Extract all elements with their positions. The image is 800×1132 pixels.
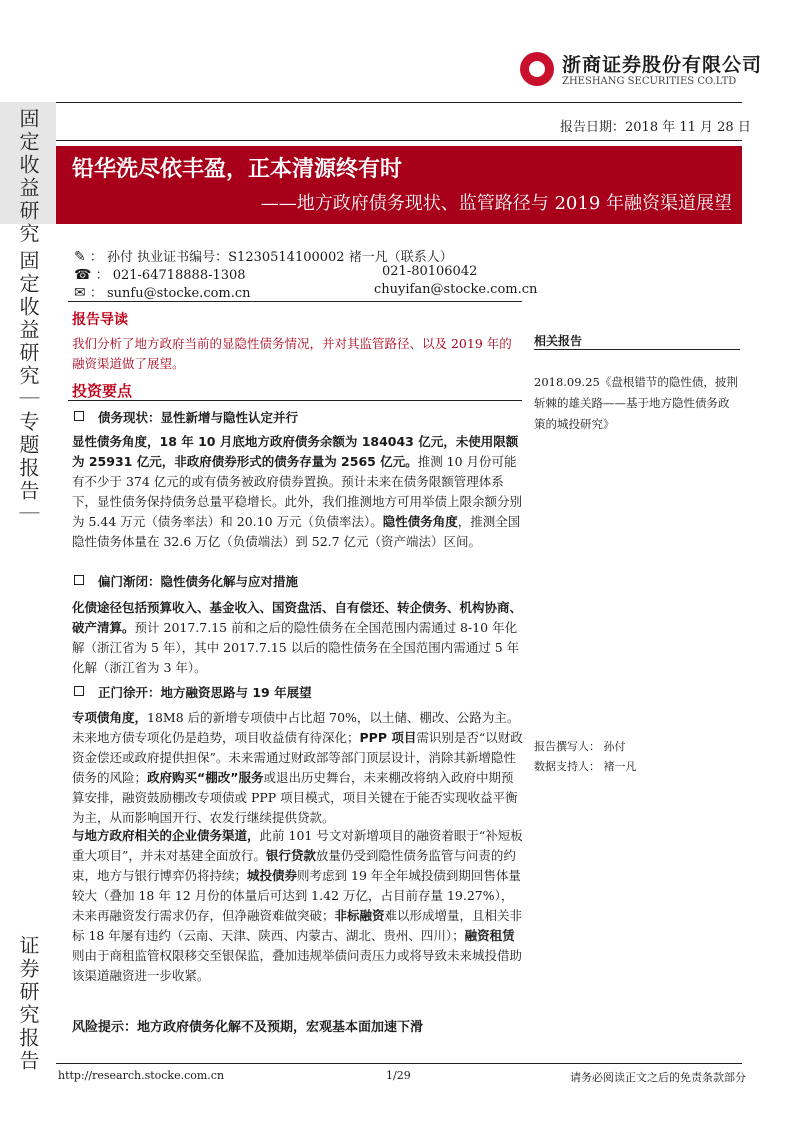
related-report-link[interactable]: 2018.09.25《盘根错节的隐性债，披荆斩棘的雄关路——基于地方隐性债务政策的城投研究》: [534, 375, 738, 431]
intro-heading: 报告导读: [72, 312, 128, 328]
related-heading: 相关报告: [534, 334, 583, 348]
bullet-1: 债务现状：显性新增与隐性认定并行: [74, 408, 298, 426]
author-email-1[interactable]: ： sunfu@stocke.com.cn: [89, 286, 251, 301]
risk-warning: 风险提示：地方政府债务化解不及预期，宏观基本面加速下滑: [72, 1020, 424, 1035]
intro-text: 我们分析了地方政府当前的显隐性债务情况，并对其监管路径、以及 2019 年的融资渠道做了展望。: [72, 336, 512, 371]
header-rule: [56, 102, 742, 103]
footer-rule: [56, 1063, 742, 1064]
company-logo-icon: [520, 52, 554, 86]
company-name-en: ZHESHANG SECURITIES CO.LTD: [562, 76, 737, 87]
bullet-box-icon: [74, 411, 84, 421]
report-date: 报告日期：2018 年 11 月 28 日: [560, 120, 751, 135]
page-number: 1/29: [386, 1069, 411, 1082]
related-rule: [534, 349, 740, 350]
author-line: ： 孙付 执业证书编号：S1230514100002 褚一凡（联系人）: [89, 250, 453, 265]
points-rule: [68, 400, 522, 401]
side-label-top: 固定收益研究: [16, 108, 40, 246]
paragraph-debt-resolution: 化债途径包括预算收入、基金收入、国资盘活、自有偿还、转企债务、机构协商、破产清算。预计 2017.7.15 前和之后的隐性债务在全国范围内需通过 8-10 年化解（浙江省为 5 年），其中 2017.7.15 以后的隐性债务在全国范围内需通过 5 年化解（浙江省为 3 年）。: [72, 600, 523, 675]
report-title: 铅华洗尽依丰盈，正本清源终有时: [72, 157, 403, 182]
author-email-2[interactable]: chuyifan@stocke.com.cn: [374, 282, 538, 297]
author-phone-1: ： 021-64718888-1308: [95, 268, 246, 283]
report-subtitle: ——地方政府债务现状、监管路径与 2019 年融资渠道展望: [260, 193, 732, 214]
side-label-bottom: 证券研究报告: [16, 935, 40, 1073]
email-icon: ✉: [74, 285, 86, 301]
date-rule: [56, 140, 742, 141]
author-phone-2: 021-80106042: [382, 264, 478, 279]
bullet-box-icon: [74, 686, 84, 696]
bullet-3: 正门徐开：地方融资思路与 19 年展望: [74, 683, 312, 701]
report-writer: 报告撰写人： 孙付: [534, 740, 626, 753]
points-heading: 投资要点: [72, 382, 133, 400]
paragraph-special-bonds: 专项债角度，18M8 后的新增专项债中占比超 70%，以土储、棚改、公路为主。未来地方债专项化仍是趋势，项目收益债有待深化；PPP 项目需识别是否“以财政资金偿还或政府提供担保”。未来需通过财政部等部门顶层设计，消除其新增隐性债务的风险；政府购买“棚改”服务或退出历史舞台，未来棚改将纳入政府中期预算安排，融资鼓励棚改专项债或 PPP 项目模式，项目关键在于能否实现收益平衡为主，从而影响国开行、农发行继续提供贷款。: [72, 710, 523, 825]
paragraph-enterprise-channels: 与地方政府相关的企业债务渠道，此前 101 号文对新增项目的融资着眼于“补短板重大项目”，并未对基建全面放行。银行贷款放量仍受到隐性债务监管与问责的约束，地方与银行博弈仍将持续；城投债券则考虑到 19 年全年城投债到期回售体量较大（叠加 18 年 12 月份的体量后可达到 1.42 万亿，占目前存量 19.27%），未来再融资发行需求仍存，但净融资难做突破；非标融资难以形成增量，且相关非标 18 年屡有违约（云南、天津、陕西、内蒙古、湖北、贵州、四川）；融资租赁则由于商租监管权限移交至银保监，叠加违规举债问责压力或将导致未来城投借助该渠道融资进一步收紧。: [72, 828, 523, 983]
footer-url[interactable]: http://research.stocke.com.cn: [58, 1069, 225, 1082]
author-rule: [68, 301, 522, 302]
bullet-box-icon: [74, 575, 84, 585]
phone-icon: ☎: [74, 267, 92, 283]
data-supporter: 数据支持人： 褚一凡: [534, 760, 637, 773]
pen-icon: ✎: [74, 249, 86, 265]
company-name-cn: 浙商证券股份有限公司: [562, 54, 763, 76]
footer-disclaimer: 请务必阅读正文之后的免责条款部分: [570, 1071, 746, 1084]
paragraph-debt-status: 显性债务角度，18 年 10 月底地方政府债务余额为 184043 亿元，未使用限额为 25931 亿元，非政府债券形式的债务存量为 2565 亿元。推测 10 月份可能有不少于 374 亿元的或有债务被政府债券置换。预计未来在债务限额管理体系下，显性债务保持债务总量平稳增长。此外，我们推测地方可用举债上限余额分别为 5.44 万元（债务率法）和 20.10 万元（负债率法）。隐性债务角度，推测全国隐性债务体量在 32.6 万亿（负债端法）到 52.7 亿元（资产端法）区间。: [72, 434, 523, 549]
side-label-middle: 固定收益研究｜专题报告｜: [16, 250, 40, 526]
bullet-2: 偏门渐闭：隐性债务化解与应对措施: [74, 572, 298, 590]
